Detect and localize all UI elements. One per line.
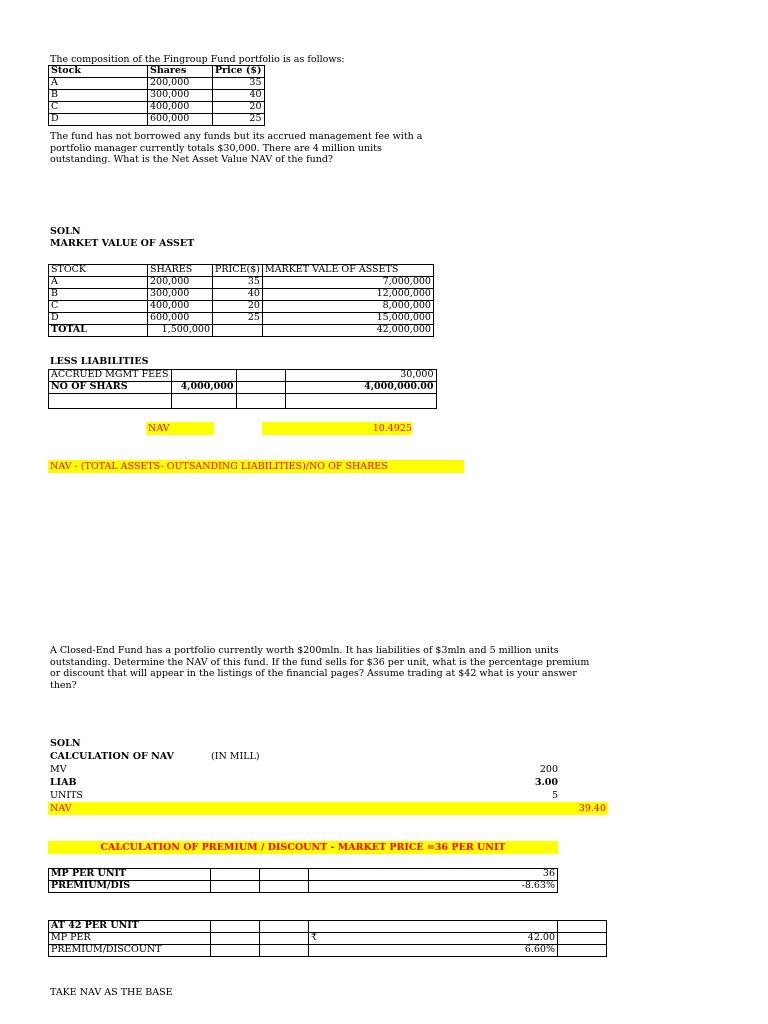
calc-nav-heading: CALCULATION OF NAV [50, 751, 174, 762]
cell: 20 [213, 301, 263, 313]
cell: D [49, 114, 148, 126]
table-row [49, 114, 265, 126]
nav-formula: NAV - (TOTAL ASSETS- OUTSANDING LIABILITIES)/NO OF SHARES [48, 460, 464, 473]
table-header-row [49, 265, 434, 277]
problem1-intro: The composition of the Fingroup Fund portfolio is as follows: [50, 54, 345, 65]
cell: 300,000 [148, 90, 213, 102]
nav2-label: NAV [50, 803, 72, 814]
table-row [49, 301, 434, 313]
table-row [49, 78, 265, 90]
cell [236, 370, 285, 382]
cell: A [49, 277, 148, 289]
table-row [49, 921, 607, 933]
cell [236, 382, 285, 394]
header-cell: SHARES [148, 265, 213, 277]
header-price: Price ($) [213, 66, 265, 78]
mp42-table [48, 920, 607, 957]
units-label: UNITS [50, 790, 83, 801]
nav-base-note: TAKE NAV AS THE BASE [50, 987, 173, 998]
table-row [49, 945, 607, 957]
cell: 600,000 [148, 313, 213, 325]
cell: 1,500,000 [148, 325, 213, 337]
nav-value: 10.4925 [262, 422, 412, 435]
mv-label: MV [50, 764, 67, 775]
cell: 400,000 [148, 102, 213, 114]
mp36-table [48, 868, 558, 893]
rupee-symbol: ₹ [311, 932, 318, 944]
cell: 40 [213, 289, 263, 301]
units-value: 5 [551, 790, 558, 801]
cell: 300,000 [148, 289, 213, 301]
nav2-value: 39.40 [578, 803, 606, 814]
table-row-empty [49, 394, 437, 409]
market-value-heading: MARKET VALUE OF ASSET [50, 238, 195, 249]
total-row [49, 325, 434, 337]
liab-value: 3.00 [534, 777, 558, 788]
cell [171, 370, 236, 382]
problem2-question: A Closed-End Fund has a portfolio currently worth $200mln. It has liabilities of $3mln and 5 million units outstanding. Determine the NAV of this fund. If the fund sells for $36 per unit, what is the percentage premium or discount that will appear in the listings of the financial pages? Assume trading at $42 what is your answer then? [50, 645, 590, 691]
table-row [49, 313, 434, 325]
table-row [49, 869, 558, 881]
cell: 8,000,000 [262, 301, 433, 313]
cell: 15,000,000 [262, 313, 433, 325]
premium-title: CALCULATION OF PREMIUM / DISCOUNT - MARKET PRICE =36 PER UNIT [48, 841, 558, 854]
cell: 20 [213, 102, 265, 114]
liab-row [50, 777, 558, 789]
cell: TOTAL [49, 325, 148, 337]
cell: MP PER UNIT [49, 869, 211, 881]
cell: 35 [213, 78, 265, 90]
header-cell: STOCK [49, 265, 148, 277]
cell: 200,000 [148, 78, 213, 90]
cell: ACCRUED MGMT FEES [49, 370, 172, 382]
cell: 35 [213, 277, 263, 289]
cell: 400,000 [148, 301, 213, 313]
cell: 200,000 [148, 277, 213, 289]
market-value-table [48, 264, 434, 337]
nav-label: NAV [146, 422, 214, 435]
cell: PREMIUM/DIS [49, 881, 211, 893]
table-row [49, 102, 265, 114]
problem1-question: The fund has not borrowed any funds but its accrued management fee with a portfolio manager currently totals $30,000. There are 4 million units outstanding. What is the Net Asset Value NAV of the fund? [50, 131, 423, 165]
table-header-row [49, 66, 265, 78]
header-cell: PRICE($) [213, 265, 263, 277]
cell: 12,000,000 [262, 289, 433, 301]
cell: 4,000,000.00 [285, 382, 436, 394]
cell [213, 325, 263, 337]
portfolio-table [48, 65, 265, 126]
in-mill-label: (IN MILL) [211, 751, 260, 762]
soln-heading: SOLN [50, 226, 81, 237]
table-row [49, 289, 434, 301]
header-shares: Shares [148, 66, 213, 78]
table-row [49, 90, 265, 102]
cell: 40 [213, 90, 265, 102]
table-row [49, 933, 607, 945]
cell: 25 [213, 313, 263, 325]
cell: 600,000 [148, 114, 213, 126]
cell: A [49, 78, 148, 90]
table-row [49, 382, 437, 394]
mv-row [50, 764, 558, 776]
cell: B [49, 289, 148, 301]
cell: AT 42 PER UNIT [49, 921, 211, 933]
cell: B [49, 90, 148, 102]
liabilities-table [48, 369, 437, 409]
mv-value: 200 [539, 764, 558, 775]
cell: 36 [309, 869, 558, 881]
cell: 6.60% [309, 945, 558, 957]
table-row [49, 277, 434, 289]
nav2-row [48, 802, 608, 815]
table-row [49, 881, 558, 893]
cell-value: 42.00 [527, 932, 555, 944]
cell: 4,000,000 [171, 382, 236, 394]
header-stock: Stock [49, 66, 148, 78]
table-row [49, 370, 437, 382]
cell: PREMIUM/DISCOUNT [49, 945, 211, 957]
cell: 25 [213, 114, 265, 126]
liab-label: LIAB [50, 777, 77, 788]
units-row [50, 790, 558, 802]
cell: C [49, 102, 148, 114]
cell: D [49, 313, 148, 325]
cell: C [49, 301, 148, 313]
cell: NO OF SHARS [49, 382, 172, 394]
cell: -8.63% [309, 881, 558, 893]
cell: MP PER [49, 933, 211, 945]
cell [309, 933, 558, 945]
soln2-heading: SOLN [50, 738, 81, 749]
cell: 30,000 [285, 370, 436, 382]
less-liabilities-heading: LESS LIABILITIES [50, 356, 149, 367]
cell: 7,000,000 [262, 277, 433, 289]
header-cell: MARKET VALE OF ASSETS [262, 265, 433, 277]
cell: 42,000,000 [262, 325, 433, 337]
